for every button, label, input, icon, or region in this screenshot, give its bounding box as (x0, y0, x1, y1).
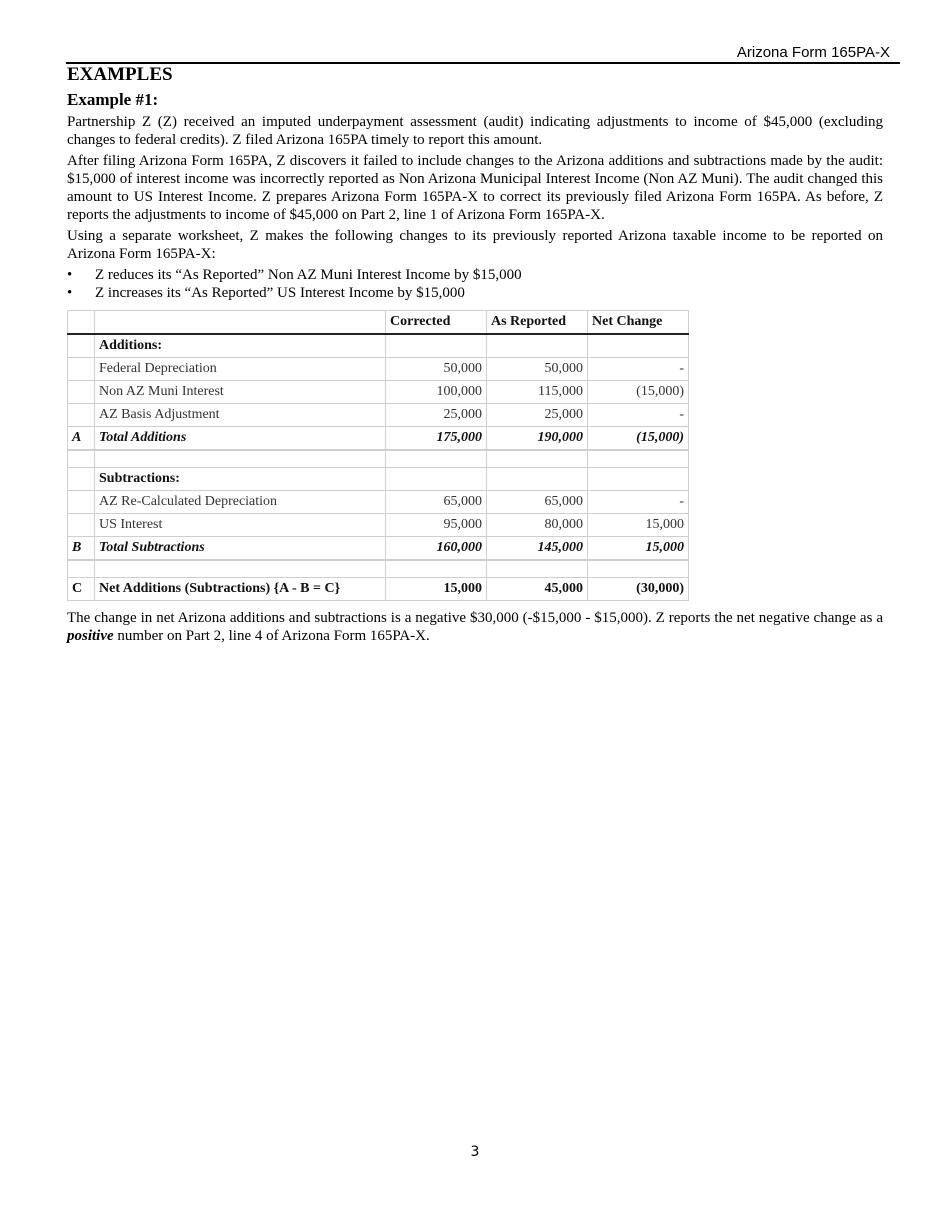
row-net-change: - (588, 358, 689, 381)
row-as-reported: 65,000 (487, 491, 588, 514)
row-as-reported: 50,000 (487, 358, 588, 381)
form-title-header: Arizona Form 165PA-X (736, 44, 890, 61)
spacer-row (68, 450, 689, 468)
row-desc: Non AZ Muni Interest (95, 381, 386, 404)
header-as-reported: As Reported (487, 311, 588, 335)
worksheet-table (67, 310, 689, 601)
row-as-reported: 115,000 (487, 381, 588, 404)
additions-heading: Additions: (95, 334, 386, 358)
example-title: Example #1: (67, 90, 159, 109)
row-label: B (68, 537, 95, 561)
closing-paragraph: The change in net Arizona additions and subtractions is a negative $30,000 (-$15,000 - $15,000). Z reports the net negative change as a positive number on Part 2, line 4 of Arizona Form 165PA-X. (67, 610, 883, 644)
row-as-reported: 80,000 (487, 514, 588, 537)
total-additions-row (68, 427, 689, 451)
row-as-reported: 45,000 (487, 578, 588, 601)
row-as-reported: 190,000 (487, 427, 588, 451)
subtractions-heading-row (68, 468, 689, 491)
header-corrected: Corrected (386, 311, 487, 335)
table-row (68, 358, 689, 381)
change-list (67, 266, 883, 302)
row-net-change: (15,000) (588, 427, 689, 451)
net-additions-row (68, 578, 689, 601)
table-row (68, 491, 689, 514)
page-number: 3 (470, 1144, 480, 1160)
subtractions-heading: Subtractions: (95, 468, 386, 491)
row-corrected: 160,000 (386, 537, 487, 561)
section-title: EXAMPLES (67, 64, 173, 85)
emphasis-positive: positive (67, 628, 114, 644)
row-corrected: 95,000 (386, 514, 487, 537)
paragraph-3: Using a separate worksheet, Z makes the following changes to its previously reported Arizona taxable income to be reported on Arizona Form 165PA-X: (67, 228, 883, 262)
header-net-change: Net Change (588, 311, 689, 335)
row-corrected: 175,000 (386, 427, 487, 451)
row-corrected: 100,000 (386, 381, 487, 404)
page-content (67, 64, 883, 648)
row-desc: AZ Basis Adjustment (95, 404, 386, 427)
row-corrected: 65,000 (386, 491, 487, 514)
table-row (68, 404, 689, 427)
row-net-change: 15,000 (588, 514, 689, 537)
additions-heading-row (68, 334, 689, 358)
row-desc: US Interest (95, 514, 386, 537)
row-desc: Federal Depreciation (95, 358, 386, 381)
change-list-item: • Z reduces its “As Reported” Non AZ Muni Interest Income by $15,000 (67, 266, 883, 284)
row-net-change: - (588, 491, 689, 514)
row-desc: Total Subtractions (95, 537, 386, 561)
row-as-reported: 145,000 (487, 537, 588, 561)
row-corrected: 25,000 (386, 404, 487, 427)
table-row (68, 514, 689, 537)
row-corrected: 15,000 (386, 578, 487, 601)
row-label: A (68, 427, 95, 451)
table-row (68, 381, 689, 404)
paragraph-2: After filing Arizona Form 165PA, Z discovers it failed to include changes to the Arizona additions and subtractions made by the audit: $15,000 of interest income was incorrectly reported as Non Arizona Municipal Interest Income (Non AZ Muni). The audit changed this amount to US Interest Income. Z prepares Arizona Form 165PA-X to correct its previously filed Arizona Form 165PA. As before, Z reports the adjustments to income of $45,000 on Part 2, line 1 of Arizona Form 165PA-X. (67, 153, 883, 223)
table-header-row (68, 311, 689, 335)
spacer-row (68, 560, 689, 578)
row-as-reported: 25,000 (487, 404, 588, 427)
paragraph-1: Partnership Z (Z) received an imputed underpayment assessment (audit) indicating adjustments to income of $45,000 (excluding changes to federal credits). Z filed Arizona 165PA timely to report this amount. (67, 114, 883, 148)
row-net-change: (30,000) (588, 578, 689, 601)
row-net-change: - (588, 404, 689, 427)
row-desc: AZ Re-Calculated Depreciation (95, 491, 386, 514)
row-desc: Net Additions (Subtractions) {A - B = C} (95, 578, 386, 601)
row-label: C (68, 578, 95, 601)
row-net-change: 15,000 (588, 537, 689, 561)
row-corrected: 50,000 (386, 358, 487, 381)
total-subtractions-row (68, 537, 689, 561)
change-list-item: • Z increases its “As Reported” US Interest Income by $15,000 (67, 284, 883, 302)
row-desc: Total Additions (95, 427, 386, 451)
row-net-change: (15,000) (588, 381, 689, 404)
